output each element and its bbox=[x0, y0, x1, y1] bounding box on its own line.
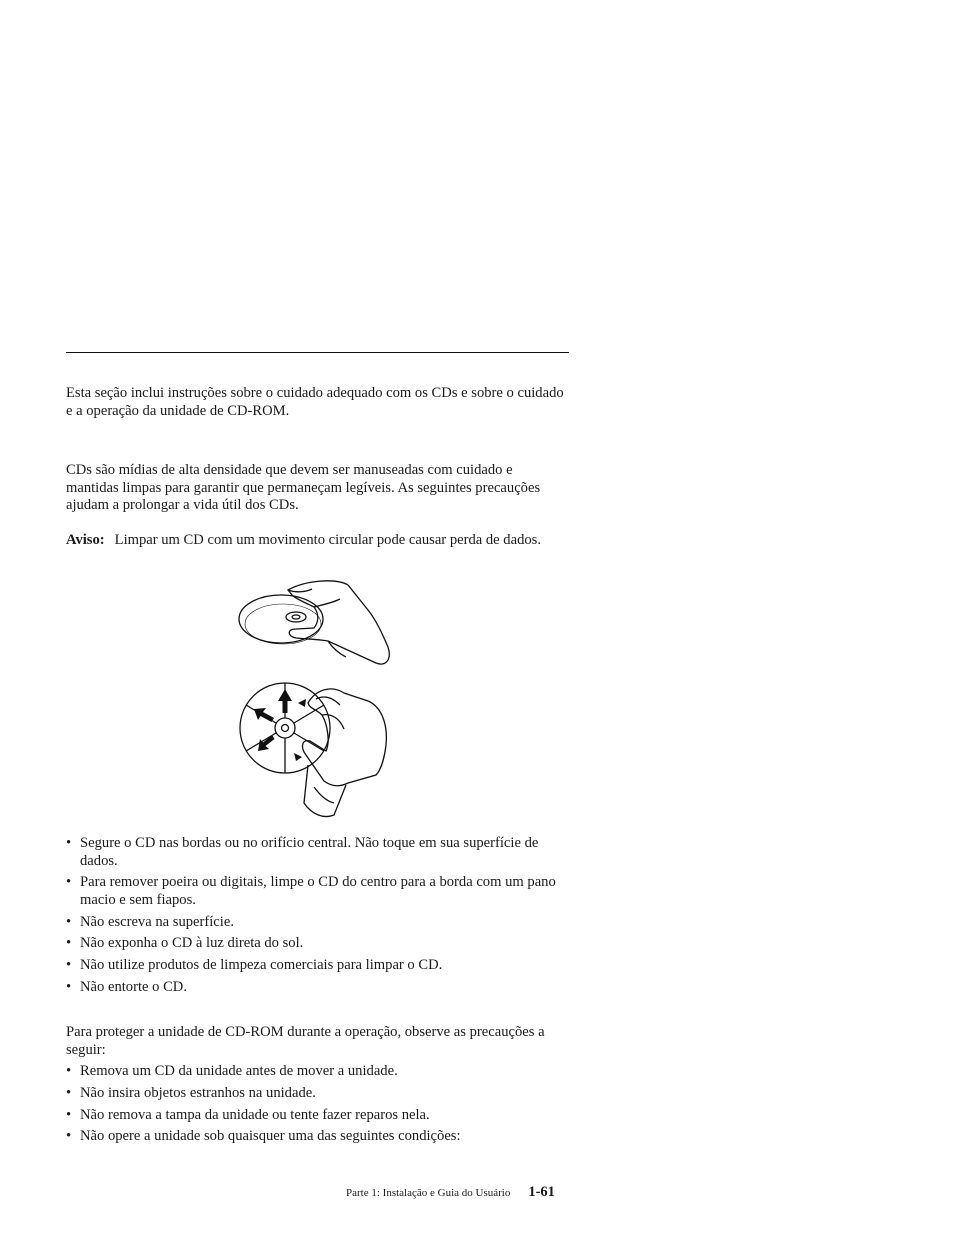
list-item: • Remova um CD da unidade antes de mover a unidade. bbox=[66, 1063, 571, 1081]
list-item: • Não exponha o CD à luz direta do sol. bbox=[66, 935, 571, 953]
warning-label: Aviso: bbox=[66, 532, 105, 548]
drive-care-list bbox=[66, 1063, 571, 1150]
warning-text: Limpar um CD com um movimento circular pode causar perda de dados. bbox=[114, 532, 541, 548]
warning-paragraph bbox=[66, 532, 566, 550]
page-footer bbox=[346, 1183, 555, 1201]
list-item: • Não escreva na superfície. bbox=[66, 914, 571, 932]
list-item: • Não opere a unidade sob quaisquer uma das seguintes condições: bbox=[66, 1128, 571, 1146]
cd-care-paragraph: CDs são mídias de alta densidade que devem ser manuseadas com cuidado e mantidas limpas para garantir que permaneçam legíveis. As seguintes precauções ajudam a prolongar a vida útil dos CDs. bbox=[66, 462, 541, 513]
list-item: • Segure o CD nas bordas ou no orifício central. Não toque em sua superfície de dados. bbox=[66, 835, 571, 870]
intro-paragraph: Esta seção inclui instruções sobre o cuidado adequado com os CDs e sobre o cuidado e a operação da unidade de CD-ROM. bbox=[66, 385, 564, 419]
drive-care-paragraph: Para proteger a unidade de CD-ROM durante a operação, observe as precauções a seguir: bbox=[66, 1024, 545, 1058]
page-number: 1-61 bbox=[528, 1184, 555, 1200]
list-item: • Não utilize produtos de limpeza comerciais para limpar o CD. bbox=[66, 957, 571, 975]
list-item: • Não remova a tampa da unidade ou tente fazer reparos nela. bbox=[66, 1107, 571, 1125]
section-rule bbox=[66, 352, 569, 353]
list-item: • Não entorte o CD. bbox=[66, 979, 571, 997]
list-item: • Para remover poeira ou digitais, limpe o CD do centro para a borda com um pano macio e sem fiapos. bbox=[66, 874, 571, 909]
list-item: • Não insira objetos estranhos na unidade. bbox=[66, 1085, 571, 1103]
cd-handling-illustration bbox=[236, 575, 396, 825]
cd-care-list bbox=[66, 835, 571, 1001]
footer-label: Parte 1: Instalação e Guia do Usuário bbox=[346, 1187, 511, 1199]
